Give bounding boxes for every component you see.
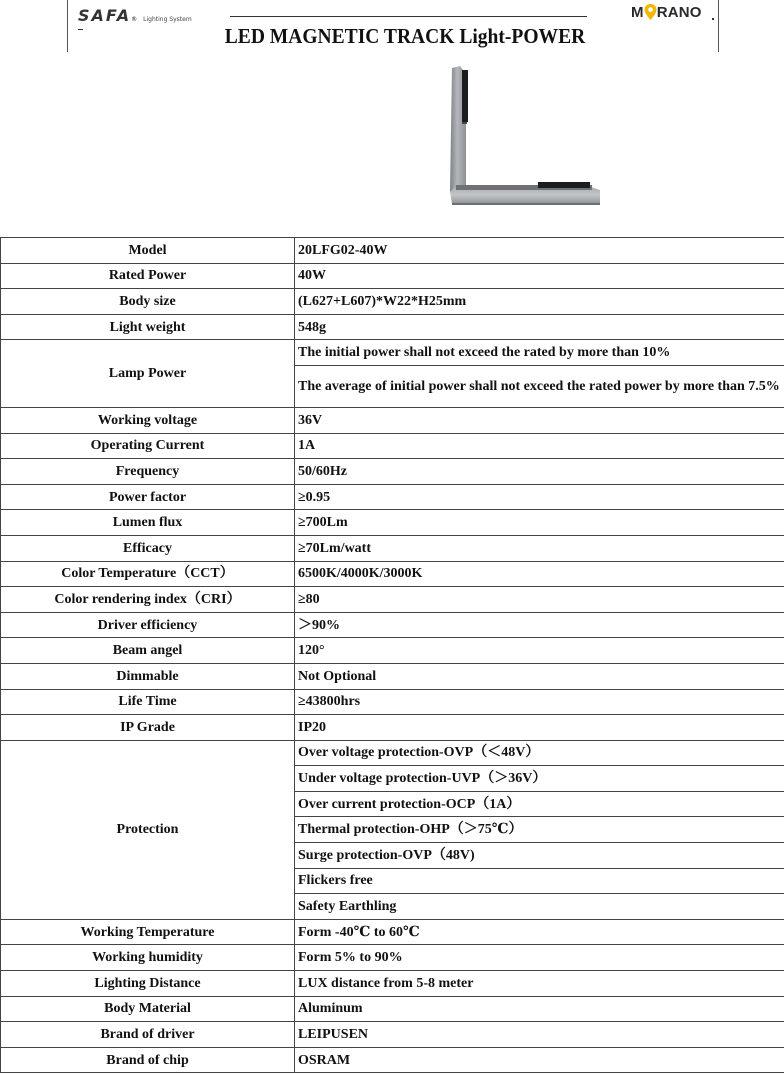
spec-label: Working voltage: [1, 407, 295, 433]
spec-value: Not Optional: [295, 663, 784, 689]
spec-label: Dimmable: [1, 663, 295, 689]
spec-row: [1, 945, 784, 971]
spec-value: The average of initial power shall not exceed the rated power by more than 7.5%: [295, 365, 784, 407]
spec-value: Over current protection-OCP（1A）: [295, 791, 784, 817]
spec-label: Life Time: [1, 689, 295, 715]
spec-label: Power factor: [1, 484, 295, 510]
document-title: LED MAGNETIC TRACK Light-POWER: [224, 24, 586, 48]
spec-value: Over voltage protection-OVP（＜48V）: [295, 740, 784, 766]
spec-label: Working Temperature: [1, 919, 295, 945]
l-shaped-magnetic-track-light-icon: [440, 64, 602, 212]
spec-label: Body Material: [1, 996, 295, 1022]
spec-value: (L627+L607)*W22*H25mm: [295, 289, 784, 315]
header-left-border: [67, 0, 68, 52]
spec-row: [1, 238, 784, 264]
morano-logo-text-end: RANO: [656, 3, 702, 21]
document-header: [0, 0, 784, 58]
morano-logo-text-start: M: [631, 3, 644, 21]
spec-label: Brand of chip: [1, 1047, 295, 1073]
spec-label: Lighting Distance: [1, 971, 295, 997]
spec-value: ≥700Lm: [295, 510, 784, 536]
header-dot: [712, 18, 714, 20]
spec-row: [1, 314, 784, 340]
header-right-border: [718, 0, 719, 52]
spec-label: Lumen flux: [1, 510, 295, 536]
safa-logo-subtitle: Lighting System: [143, 16, 192, 23]
spec-row: [1, 1047, 784, 1073]
spec-value: Thermal protection-OHP（＞75℃）: [295, 817, 784, 843]
spec-value: Surge protection-OVP（48V): [295, 843, 784, 869]
spec-label: Efficacy: [1, 535, 295, 561]
specification-table: [0, 237, 784, 1073]
spec-row: [1, 433, 784, 459]
spec-value: Safety Earthling: [295, 894, 784, 920]
spec-row: [1, 263, 784, 289]
spec-row: [1, 587, 784, 613]
spec-label: Lamp Power: [1, 340, 295, 408]
spec-value: ≥43800hrs: [295, 689, 784, 715]
spec-row: [1, 740, 784, 766]
spec-label: Beam angel: [1, 638, 295, 664]
spec-value: 20LFG02-40W: [295, 238, 784, 264]
spec-row: [1, 971, 784, 997]
spec-label: Brand of driver: [1, 1022, 295, 1048]
spec-value: 6500K/4000K/3000K: [295, 561, 784, 587]
spec-row: [1, 689, 784, 715]
spec-label: Frequency: [1, 459, 295, 485]
spec-label: Driver efficiency: [1, 612, 295, 638]
spec-label: Color rendering index（CRI）: [1, 587, 295, 613]
spec-row: [1, 289, 784, 315]
spec-label: Body size: [1, 289, 295, 315]
spec-row: [1, 663, 784, 689]
spec-label: Light weight: [1, 314, 295, 340]
spec-value: Form -40℃ to 60℃: [295, 919, 784, 945]
spec-row: [1, 612, 784, 638]
spec-value: 40W: [295, 263, 784, 289]
safa-logo-mark: SAFA: [78, 6, 132, 25]
spec-value: 36V: [295, 407, 784, 433]
spec-value: Flickers free: [295, 868, 784, 894]
spec-label: IP Grade: [1, 715, 295, 741]
spec-value: ≥0.95: [295, 484, 784, 510]
header-dash: [78, 29, 83, 30]
spec-row: [1, 510, 784, 536]
spec-value: Form 5% to 90%: [295, 945, 784, 971]
spec-value: ≥70Lm/watt: [295, 535, 784, 561]
registered-mark: ®: [131, 16, 138, 23]
spec-value: 548g: [295, 314, 784, 340]
spec-label: Working humidity: [1, 945, 295, 971]
spec-value: OSRAM: [295, 1047, 784, 1073]
spec-label: Operating Current: [1, 433, 295, 459]
spec-value: IP20: [295, 715, 784, 741]
spec-label: Model: [1, 238, 295, 264]
spec-row: [1, 535, 784, 561]
spec-value: ≥80: [295, 587, 784, 613]
location-pin-icon: [643, 3, 658, 21]
spec-value: 120°: [295, 638, 784, 664]
spec-label: Color Temperature（CCT）: [1, 561, 295, 587]
safa-logo: [78, 6, 192, 26]
spec-row: [1, 715, 784, 741]
spec-value: The initial power shall not exceed the rated by more than 10%: [295, 340, 784, 366]
spec-row: [1, 484, 784, 510]
spec-label: Protection: [1, 740, 295, 919]
spec-row: [1, 407, 784, 433]
spec-row: [1, 459, 784, 485]
spec-value: Under voltage protection-UVP（＞36V）: [295, 766, 784, 792]
spec-value: LEIPUSEN: [295, 1022, 784, 1048]
title-rule: [230, 16, 587, 17]
morano-logo: [631, 3, 702, 21]
spec-row: [1, 561, 784, 587]
spec-label: Rated Power: [1, 263, 295, 289]
spec-row: [1, 919, 784, 945]
spec-value: LUX distance from 5-8 meter: [295, 971, 784, 997]
spec-value: 50/60Hz: [295, 459, 784, 485]
spec-row: [1, 996, 784, 1022]
spec-value: 1A: [295, 433, 784, 459]
spec-row: [1, 638, 784, 664]
spec-value: ＞90%: [295, 612, 784, 638]
spec-value: Aluminum: [295, 996, 784, 1022]
spec-row: [1, 340, 784, 366]
spec-row: [1, 1022, 784, 1048]
